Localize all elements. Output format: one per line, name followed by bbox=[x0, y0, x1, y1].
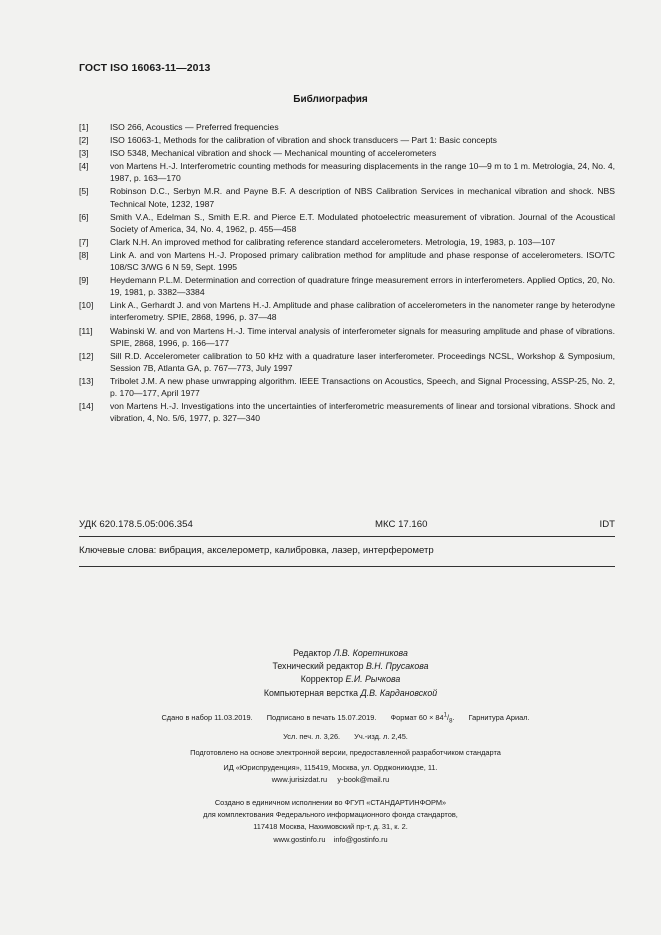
prepared-note: Подготовлено на основе электронной версии, предоставленной разработчиком стандарта bbox=[190, 748, 501, 758]
credit-role: Редактор bbox=[293, 648, 331, 658]
reference-number: [9] bbox=[79, 275, 89, 286]
reference-item bbox=[79, 375, 615, 399]
producer-line-2: для комплектования Федерального информационного фонда стандартов, bbox=[203, 810, 458, 820]
credit-role: Корректор bbox=[300, 674, 344, 685]
format-info: Формат $60 \times 84^1/_8$. bbox=[390, 713, 455, 725]
reference-text: ISO 5348, Mechanical vibration and shock — Mechanical mounting of accelerometers bbox=[110, 148, 437, 159]
credit-line bbox=[0, 647, 661, 660]
reference-item bbox=[79, 134, 615, 146]
reference-text: von Martens H.-J. Interferometric counting methods for measuring displacements in the range 10—9 m to 1 m. Metrologia, 24, No. 4, 1987, p. 163—170 bbox=[110, 161, 615, 184]
reference-text: Heydemann P.L.M. Determination and correction of quadrature fringe measurement errors in interferometers. Applied Optics, 20, No. 19, 1981, p. 3382—3384 bbox=[110, 275, 615, 298]
producer-line-3: 117418 Москва, Нахимовский пр-т, д. 31, к. 2. bbox=[253, 822, 408, 832]
reference-item bbox=[79, 185, 615, 209]
producer-line-1: Создано в единичном исполнении во ФГУП «СТАНДАРТИНФОРМ» bbox=[214, 798, 447, 807]
reference-number: [3] bbox=[79, 148, 89, 159]
reference-item bbox=[79, 249, 615, 273]
reference-number: [13] bbox=[79, 375, 94, 386]
producer-email-link[interactable]: info@gostinfo.ru bbox=[333, 834, 388, 844]
print-sheets: Усл. печ. л. 3,26. bbox=[283, 731, 341, 741]
producer-contacts bbox=[0, 834, 661, 846]
document-header: ГОСТ ISO 16063-11—2013 bbox=[79, 62, 211, 74]
producer-site-link[interactable]: www.gostinfo.ru bbox=[273, 834, 326, 844]
reference-item bbox=[79, 121, 615, 133]
reference-number: [7] bbox=[79, 236, 89, 247]
print-info bbox=[0, 710, 661, 760]
publisher-address: ИД «Юриспруденция», 115419, Москва, ул. Орджоникидзе, 11. bbox=[223, 763, 438, 772]
font-info: Гарнитура Ариал. bbox=[468, 713, 530, 723]
reference-text: von Martens H.-J. Investigations into the uncertainties of interferometric measurements of linear and torsional vibrations. Shock and vibration, 4, No. 5/6, 1977, p. 327—340 bbox=[110, 401, 615, 424]
reference-text: Tribolet J.M. A new phase unwrapping algorithm. IEEE Transactions on Acoustics, Speech, and Signal Processing, ASSP-25, No. 2, p. 170—177, April 1977 bbox=[110, 375, 615, 398]
reference-item bbox=[79, 211, 615, 235]
keywords: Ключевые слова: вибрация, акселерометр, калибровка, лазер, интерферометр bbox=[79, 545, 434, 556]
classification-row bbox=[79, 519, 615, 530]
credit-line bbox=[0, 687, 661, 700]
udk-code: УДК 620.178.5.05:006.354 bbox=[79, 519, 193, 530]
publisher-site-link[interactable]: www.jurisizdat.ru bbox=[271, 775, 328, 785]
reference-number: [4] bbox=[79, 161, 89, 172]
reference-text: Link A., Gerhardt J. and von Martens H.-J. Amplitude and phase calibration of accelerometers in the nanometer range by heterodyne interferometry. SPIE, 2868, 1996, p. 37—48 bbox=[110, 300, 615, 323]
reference-text: Smith V.A., Edelman S., Smith E.R. and Pierce E.T. Modulated photoelectric measurement of vibration. Journal of the Acoustical Society of America, 34, No. 4, 1962, p. 455—458 bbox=[110, 211, 615, 234]
reference-number: [12] bbox=[79, 350, 94, 361]
credit-role: Технический редактор bbox=[272, 661, 364, 672]
idt-mark: IDT bbox=[599, 519, 615, 530]
bibliography-title: Библиография bbox=[293, 94, 368, 105]
divider-bottom bbox=[79, 566, 615, 567]
reference-number: [8] bbox=[79, 249, 89, 260]
reference-item bbox=[79, 350, 615, 374]
reference-item bbox=[79, 160, 615, 184]
reference-text: Robinson D.C., Serbyn M.R. and Payne B.F. A description of NBS Calibration Services in mechanical vibration and shock. NBS Technical Note, 1232, 1987 bbox=[110, 186, 615, 209]
reference-item bbox=[79, 299, 615, 323]
signed-date: Подписано в печать 15.07.2019. bbox=[266, 713, 377, 723]
reference-text: Clark N.H. An improved method for calibrating reference standard accelerometers. Metrologia, 19, 1983, p. 103—107 bbox=[110, 236, 556, 247]
print-row-1 bbox=[0, 710, 661, 730]
reference-number: [11] bbox=[79, 325, 93, 336]
reference-item bbox=[79, 236, 615, 248]
reference-number: [1] bbox=[79, 122, 89, 132]
reference-number: [2] bbox=[79, 135, 89, 146]
reference-number: [14] bbox=[79, 401, 94, 412]
reference-number: [10] bbox=[79, 300, 94, 311]
credits-block bbox=[0, 647, 661, 700]
sent-date: Сдано в набор 11.03.2019. bbox=[161, 713, 253, 723]
publisher-contacts bbox=[0, 774, 661, 786]
credit-name: В.Н. Прусакова bbox=[365, 661, 429, 672]
credit-name: Д.В. Кардановской bbox=[360, 687, 438, 698]
reference-item bbox=[79, 274, 615, 298]
divider-top bbox=[79, 536, 615, 537]
reference-text: ISO 16063-1, Methods for the calibration of vibration and shock transducers — Part 1: Basic concepts bbox=[110, 135, 497, 146]
reference-number: [5] bbox=[79, 186, 89, 197]
credit-name: Е.И. Рычкова bbox=[345, 674, 401, 685]
credit-name: Л.В. Коретникова bbox=[333, 648, 408, 658]
publisher-info bbox=[0, 762, 661, 786]
reference-item bbox=[79, 147, 615, 159]
reference-number: [6] bbox=[79, 211, 89, 222]
reference-list bbox=[79, 121, 615, 425]
reference-text: Link A. and von Martens H.-J. Proposed primary calibration method for amplitude and phase response of accelerometers. ISO/TC 108/SC 3/WG 6 N 59, Sept. 1995 bbox=[110, 249, 615, 273]
reference-text: Sill R.D. Accelerometer calibration to 50 kHz with a quadrature laser interferometer. Proceedings NCSL, Workshop & Symposium, Session 7B, Atlanta GA, p. 767—773, July 1997 bbox=[110, 350, 615, 373]
credit-line bbox=[0, 660, 661, 673]
reference-item bbox=[79, 325, 615, 349]
credit-role: Компьютерная верстка bbox=[263, 687, 359, 698]
mks-code: МКС 17.160 bbox=[375, 519, 428, 530]
credit-line bbox=[0, 673, 661, 686]
producer-info bbox=[0, 797, 661, 846]
print-row-2 bbox=[0, 730, 661, 744]
publication-sheets: Уч.-изд. л. 2,45. bbox=[354, 731, 408, 741]
reference-item bbox=[79, 400, 615, 424]
publisher-email-link[interactable]: y-book@mail.ru bbox=[337, 775, 390, 785]
reference-text: ISO 266, Acoustics — Preferred frequencies bbox=[110, 122, 279, 132]
reference-text: Wabinski W. and von Martens H.-J. Time interval analysis of interferometer signals for measuring amplitude and phase of vibrations. SPIE, 2868, 1996, p. 166—177 bbox=[110, 325, 615, 348]
